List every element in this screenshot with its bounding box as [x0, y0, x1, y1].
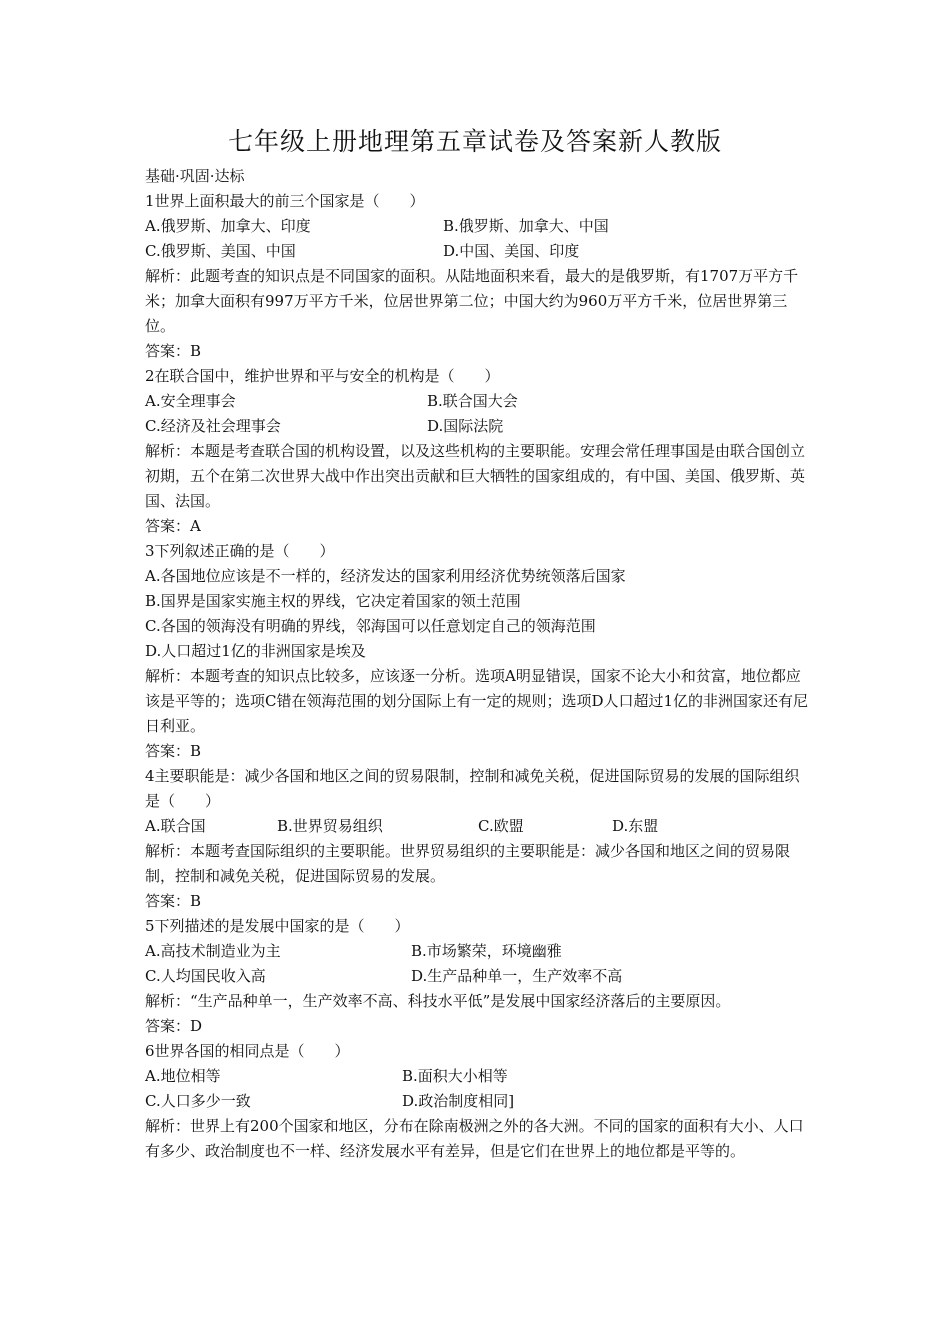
option-row [145, 1089, 810, 1114]
option-a: A.俄罗斯、加拿大、印度 [145, 217, 311, 235]
option-c: C.人均国民收入高 [145, 967, 266, 985]
question-3 [145, 539, 810, 764]
option-row [145, 939, 810, 964]
analysis-text: 解析：“生产品种单一，生产效率不高、科技水平低”是发展中国家经济落后的主要原因。 [145, 992, 731, 1010]
answer-text: 答案：B [145, 742, 202, 760]
answer-text: 答案：A [145, 517, 201, 535]
question-stem: 2在联合国中，维护世界和平与安全的机构是（ ） [145, 367, 500, 385]
option-a: A.各国地位应该是不一样的，经济发达的国家利用经济优势统领落后国家 [145, 567, 626, 585]
question-stem: 3下列叙述正确的是（ ） [145, 542, 335, 560]
option-row [145, 214, 810, 239]
option-b: B.世界贸易组织 [277, 817, 383, 835]
section-heading: 基础·巩固·达标 [145, 167, 245, 185]
option-b: B.俄罗斯、加拿大、中国 [443, 217, 609, 235]
analysis-text: 解析：本题是考查联合国的机构设置，以及这些机构的主要职能。安理会常任理事国是由联合国创立初期，五个在第二次世界大战中作出突出贡献和巨大牺牲的国家组成的，有中国、美国、俄罗斯、英国、法国。 [145, 442, 806, 510]
option-row [145, 414, 810, 439]
option-row [145, 389, 810, 414]
question-4 [145, 764, 810, 914]
option-b: B.面积大小相等 [402, 1067, 508, 1085]
analysis-text: 解析：此题考查的知识点是不同国家的面积。从陆地面积来看，最大的是俄罗斯，有1707万平方千米；加拿大面积有997万平方千米，位居世界第二位；中国大约为960万平方千米，位居世界第三位。 [145, 267, 799, 335]
option-c: C.各国的领海没有明确的界线，邻海国可以任意划定自己的领海范围 [145, 617, 596, 635]
option-d: D.国际法院 [427, 417, 504, 435]
question-2 [145, 364, 810, 539]
option-a: A.安全理事会 [145, 392, 236, 410]
document-body [145, 164, 810, 1164]
option-a: A.联合国 [145, 817, 206, 835]
option-c: C.经济及社会理事会 [145, 417, 281, 435]
answer-text: 答案：B [145, 342, 202, 360]
option-d: D.生产品种单一，生产效率不高 [411, 967, 623, 985]
option-row [145, 814, 810, 839]
analysis-text: 解析：本题考查的知识点比较多，应该逐一分析。选项A明显错误，国家不论大小和贫富，地位都应该是平等的；选项C错在领海范围的划分国际上有一定的规则；选项D人口超过1亿的非洲国家还有尼日利亚。 [145, 667, 809, 735]
option-c: C.俄罗斯、美国、中国 [145, 242, 296, 260]
answer-text: 答案：D [145, 1017, 203, 1035]
question-stem: 4主要职能是：减少各国和地区之间的贸易限制，控制和减免关税，促进国际贸易的发展的国际组织是（ ） [145, 767, 800, 810]
question-stem: 6世界各国的相同点是（ ） [145, 1042, 350, 1060]
question-1 [145, 189, 810, 364]
question-stem: 1世界上面积最大的前三个国家是（ ） [145, 192, 425, 210]
option-b: B.联合国大会 [427, 392, 518, 410]
page-title: 七年级上册地理第五章试卷及答案新人教版 [227, 127, 722, 156]
option-d: D.东盟 [612, 817, 659, 835]
option-c: C.人口多少一致 [145, 1092, 251, 1110]
option-a: A.高技术制造业为主 [145, 942, 281, 960]
question-5 [145, 914, 810, 1039]
question-6 [145, 1039, 810, 1164]
option-c: C.欧盟 [478, 817, 524, 835]
analysis-text: 解析：世界上有200个国家和地区，分布在除南极洲之外的各大洲。不同的国家的面积有大小、人口有多少、政治制度也不一样、经济发展水平有差异，但是它们在世界上的地位都是平等的。 [145, 1117, 804, 1160]
option-d: D.政治制度相同] [402, 1092, 515, 1110]
option-d: D.中国、美国、印度 [443, 242, 580, 260]
option-d: D.人口超过1亿的非洲国家是埃及 [145, 642, 366, 660]
option-row [145, 1064, 810, 1089]
analysis-text: 解析：本题考查国际组织的主要职能。世界贸易组织的主要职能是：减少各国和地区之间的贸易限制，控制和减免关税，促进国际贸易的发展。 [145, 842, 791, 885]
option-row [145, 964, 810, 989]
question-stem: 5下列描述的是发展中国家的是（ ） [145, 917, 410, 935]
answer-text: 答案：B [145, 892, 202, 910]
option-a: A.地位相等 [145, 1067, 221, 1085]
option-b: B.市场繁荣，环境幽雅 [411, 942, 562, 960]
option-row [145, 239, 810, 264]
option-b: B.国界是国家实施主权的界线，它决定着国家的领土范围 [145, 592, 521, 610]
